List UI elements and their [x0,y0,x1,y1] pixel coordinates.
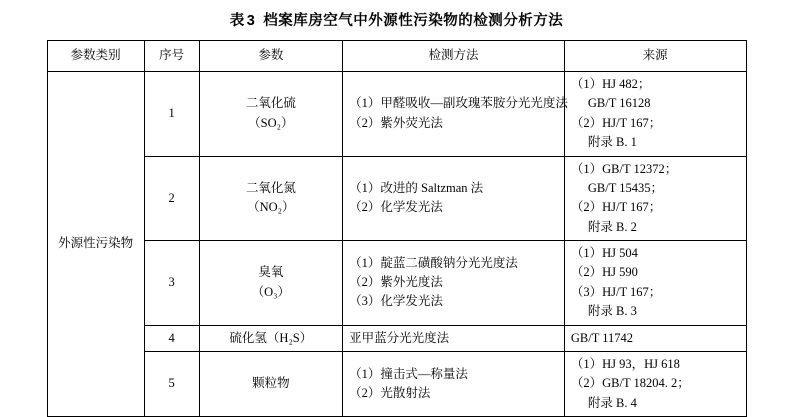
parameter-name: 二氧化硫 [245,96,296,111]
table-row [47,72,746,157]
row-number: 2 [144,156,199,241]
header-cell-number: 序号 [144,41,199,72]
source-line: 附录 B. 3 [587,304,637,319]
method-line: （1）撞击式—称量法 [349,366,468,381]
table-row [47,156,746,241]
method-line: （2）紫外光度法 [349,275,443,290]
method-line: （1）改进的 Saltzman 法 [349,180,484,195]
row-number: 1 [144,72,199,157]
header-cell-source: 来源 [564,41,746,72]
source-line: （2）GB/T 18204. 2； [570,376,690,391]
row-number: 5 [144,351,199,416]
parameter-cell: 硫化氢（H₂S） [199,325,343,351]
method-line: （2）紫外荧光法 [349,115,443,130]
pollutant-methods-table [47,40,747,417]
source-line: （3）HJ/T 167； [570,284,662,299]
method-cell [343,241,565,326]
source-cell [564,72,746,157]
source-line: （2）HJ 590 [570,265,638,280]
table-row [47,351,746,416]
source-cell [564,325,746,351]
source-cell [564,241,746,326]
parameter-cell: 颗粒物 [199,351,343,416]
source-cell [564,156,746,241]
table-title-text: 档案库房空气中外源性污染物的检测分析方法 [263,13,564,29]
source-line: （1）HJ 482； [570,77,651,91]
category-cell: 外源性污染物 [47,72,144,417]
parameter-formula: （SO₂） [248,115,294,130]
parameter-formula: （NO₂） [247,200,295,215]
table-title-number: 3 [246,13,256,29]
header-cell-method: 检测方法 [343,41,565,72]
table-body [47,72,746,417]
method-line: 亚甲蓝分光光度法 [349,330,450,345]
method-line: （2）光散射法 [349,385,431,400]
source-line: 附录 B. 1 [587,135,637,150]
method-line: （1）甲醛吸收—副玫瑰苯胺分光光度法 [349,96,568,111]
source-line: （2）HJ/T 167； [570,115,662,130]
parameter-name: 臭氧 [258,265,284,280]
method-cell [343,325,565,351]
parameter-cell [199,156,343,241]
header-cell-parameter: 参数 [199,41,343,72]
table-title [0,0,793,40]
table-row [47,325,746,351]
row-number: 4 [144,325,199,351]
source-line: GB/T 11742 [570,330,634,345]
method-cell [343,72,568,157]
header-cell-category: 参数类别 [47,41,144,72]
source-line: （1）HJ 93，HJ 618 [570,356,680,371]
source-line: 附录 B. 4 [587,395,637,410]
method-line: （2）化学发光法 [349,200,443,215]
parameter-cell [199,72,343,157]
method-line: （1）靛蓝二磺酸钠分光光度法 [349,255,518,270]
source-line: （1）HJ 504 [570,246,638,260]
source-line: GB/T 15435； [587,180,663,195]
parameter-name: 二氧化氮 [245,180,296,195]
method-cell [343,351,565,416]
parameter-cell [199,241,343,326]
method-cell [343,156,565,241]
table-header-row [47,41,746,72]
source-line: （2）HJ/T 167； [570,200,662,215]
table-row [47,241,746,326]
source-cell [564,351,746,416]
row-number: 3 [144,241,199,326]
source-line: 附录 B. 2 [587,219,637,234]
table-header [47,41,746,72]
source-line: GB/T 16128 [587,96,651,111]
table-title-label: 表 [229,13,245,29]
method-line: （3）化学发光法 [349,294,443,309]
parameter-formula: （O₃） [251,284,291,299]
source-line: （1）GB/T 12372； [570,161,678,176]
